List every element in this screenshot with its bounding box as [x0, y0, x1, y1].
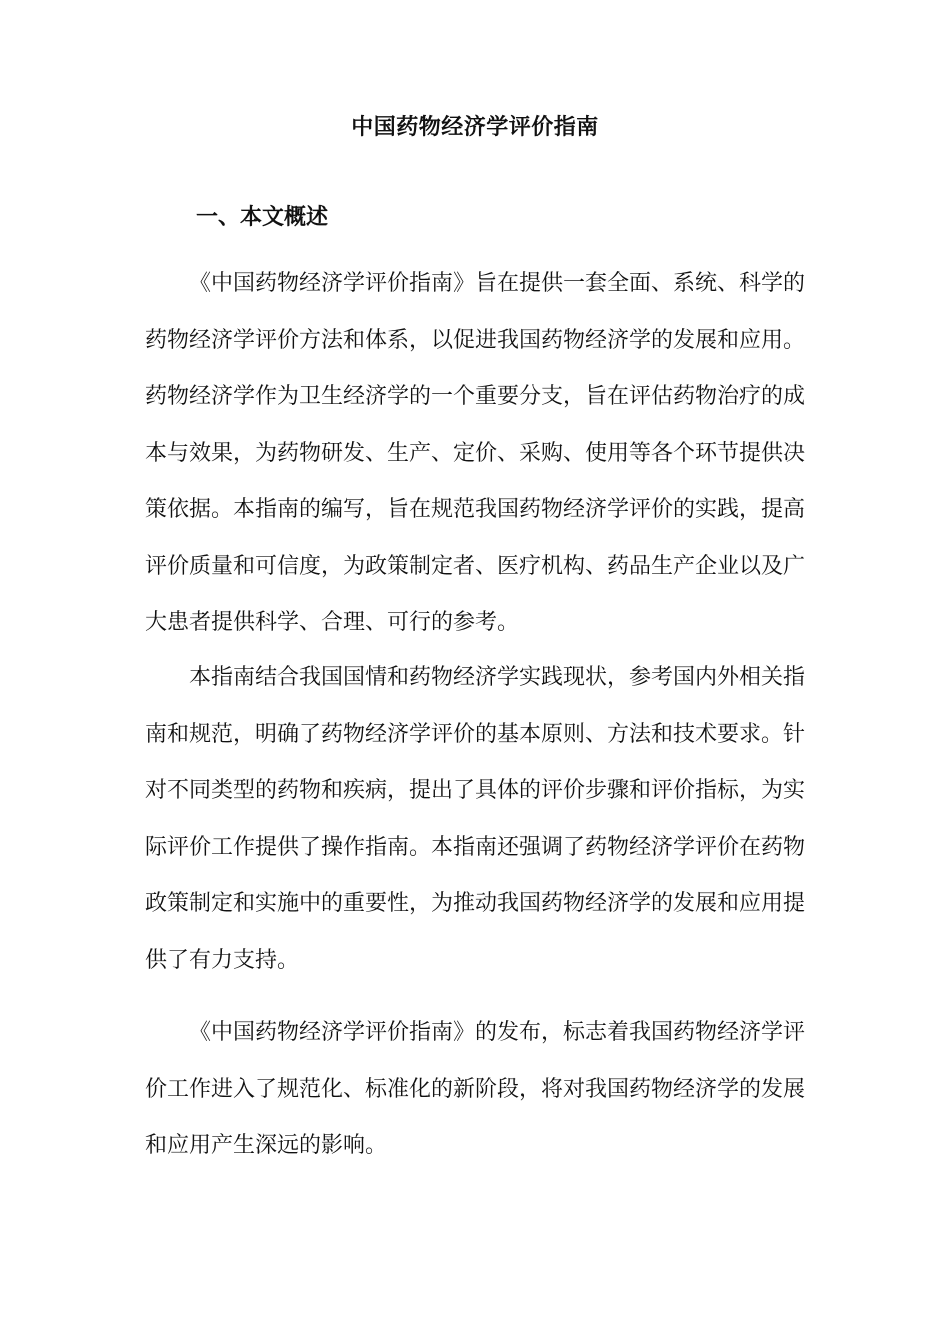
document-title: 中国药物经济学评价指南 [351, 114, 599, 140]
paragraph-overview-content: 本指南结合我国国情和药物经济学实践现状，参考国内外相关指南和规范，明确了药物经济学评价的基本原则、方法和技术要求。针对不同类型的药物和疾病，提出了具体的评价步骤和评价指标，为实际评价工作提供了操作指南。本指南还强调了药物经济学评价在药物政策制定和实施中的重要性，为推动我国药物经济学的发展和应用提供了有力支持。 [145, 665, 806, 973]
paragraph-overview-significance: 《中国药物经济学评价指南》的发布，标志着我国药物经济学评价工作进入了规范化、标准化的新阶段，将对我国药物经济学的发展和应用产生深远的影响。 [145, 1020, 806, 1158]
section-heading: 一、本文概述 [196, 204, 329, 230]
paragraph-overview-purpose: 《中国药物经济学评价指南》旨在提供一套全面、系统、科学的药物经济学评价方法和体系，以促进我国药物经济学的发展和应用。药物经济学作为卫生经济学的一个重要分支，旨在评估药物治疗的成本与效果，为药物研发、生产、定价、采购、使用等各个环节提供决策依据。本指南的编写，旨在规范我国药物经济学评价的实践，提高评价质量和可信度，为政策制定者、医疗机构、药品生产企业以及广大患者提供科学、合理、可行的参考。 [145, 271, 806, 635]
